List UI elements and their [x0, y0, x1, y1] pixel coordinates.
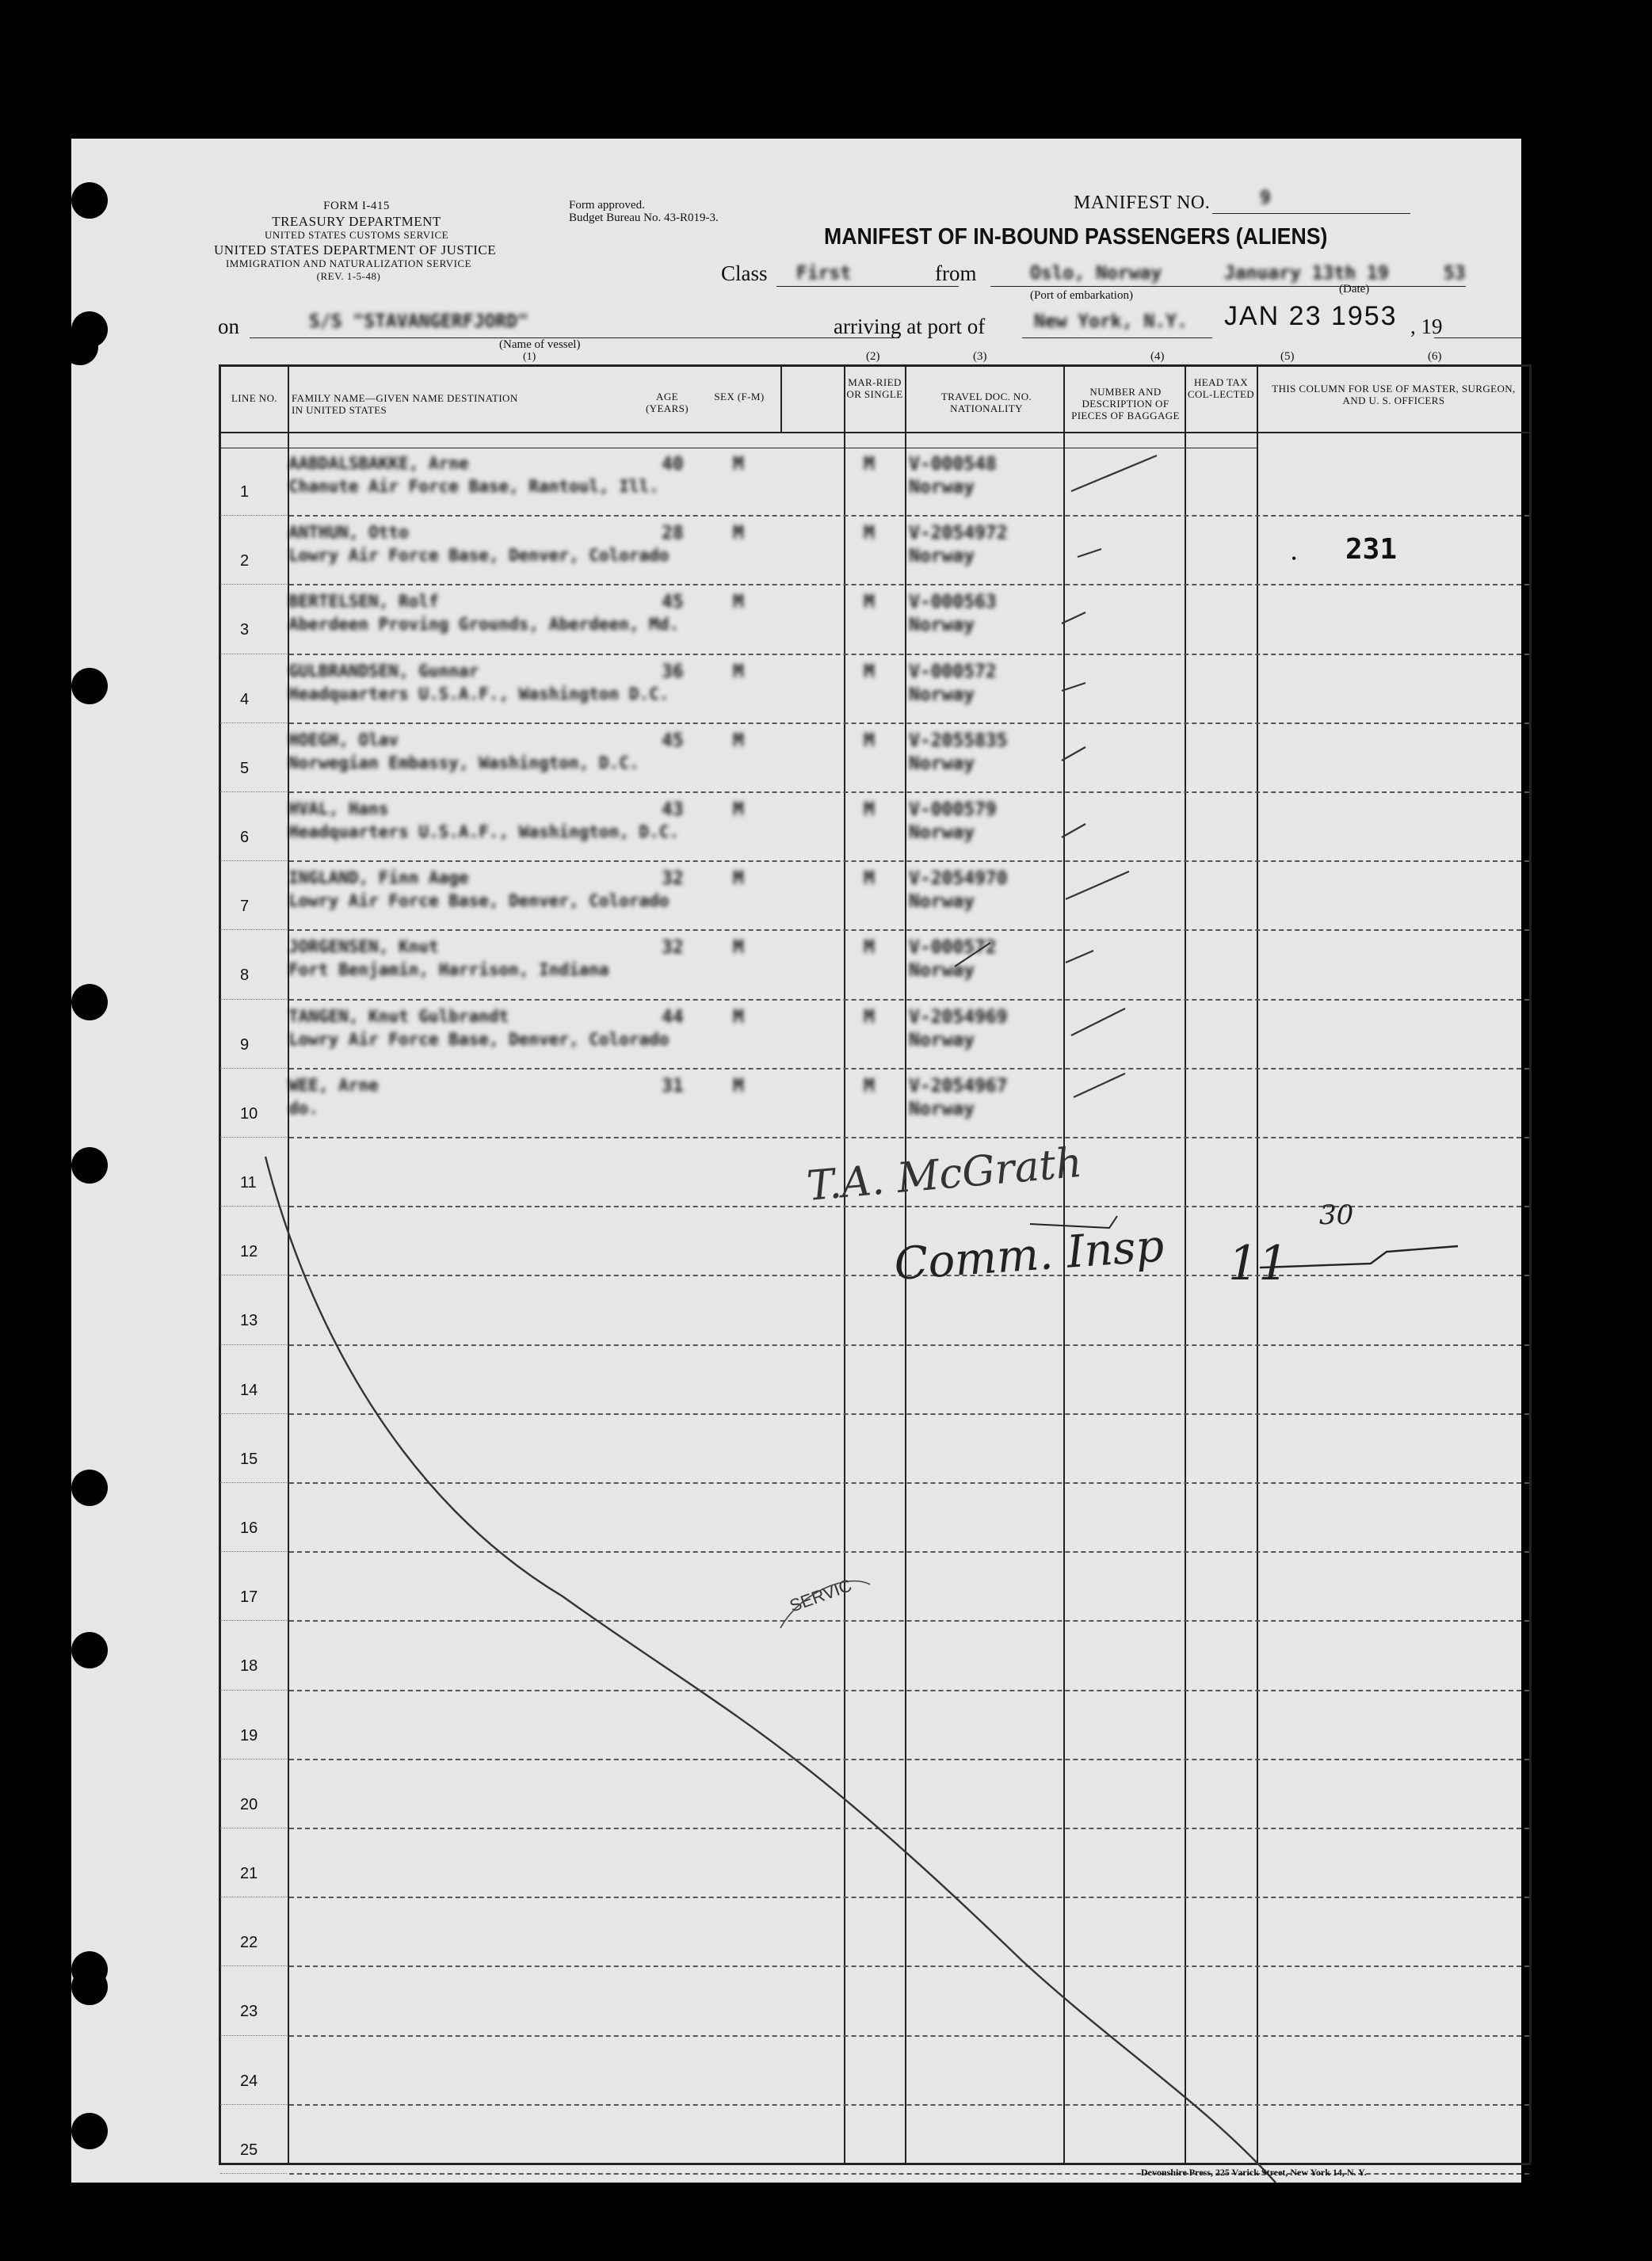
table-right-border	[1529, 364, 1532, 2163]
line-number: 12	[240, 1243, 258, 1261]
line-number: 2	[240, 552, 250, 570]
passenger-age: 31	[662, 1075, 684, 1096]
line-number: 9	[240, 1035, 250, 1054]
passenger-age: 45	[662, 592, 684, 613]
vessel-name-label: (Name of vessel)	[499, 338, 581, 351]
passenger-destination: Lowry Air Force Base, Denver, Colorado	[288, 891, 670, 911]
line-number: 5	[240, 759, 250, 777]
date-value: January 13th 19	[1224, 263, 1389, 284]
col-header-married: MAR-RIED OR SINGLE	[846, 376, 903, 400]
passenger-name: TANGEN, Knut Gulbrandt	[288, 1006, 509, 1026]
diagonal-cancel-line	[265, 1157, 1276, 2183]
budget-bureau: Budget Bureau No. 43-R019-3.	[569, 212, 719, 224]
line-number: 4	[240, 690, 250, 708]
signature-3-superscript: 30	[1319, 1199, 1354, 1231]
passenger-destination: Chanute Air Force Base, Rantoul, Ill.	[288, 477, 659, 496]
vessel-column-number: (1)	[523, 351, 536, 363]
travel-document-number: V-2054970	[909, 868, 1008, 890]
passenger-sex: M	[733, 1006, 744, 1028]
line-number: 10	[240, 1104, 258, 1123]
travel-document-number: V-2054967	[909, 1075, 1008, 1096]
line-number: 18	[240, 1657, 258, 1676]
column-number: (3)	[973, 350, 987, 363]
travel-document-number: V-000563	[909, 592, 997, 613]
on-label: on	[218, 315, 239, 338]
passenger-name: GULBRANDSEN, Gunnar	[288, 661, 479, 681]
passenger-nationality: Norway	[909, 822, 975, 843]
passenger-marital-status: M	[864, 1075, 875, 1096]
line-number: 24	[240, 2072, 258, 2090]
passenger-destination: do.	[288, 1098, 319, 1118]
travel-document-number: V-000548	[909, 454, 997, 475]
passenger-age: 44	[662, 1006, 684, 1028]
partial-stamp: SERVIC	[787, 1575, 855, 1616]
passenger-nationality: Norway	[909, 477, 975, 498]
signature-1: T.A. McGrath	[804, 1138, 1085, 1211]
col-header-travel-doc: TRAVEL DOC. NO. NATIONALITY	[940, 391, 1032, 414]
form-approved: Form approved.	[569, 199, 645, 212]
passenger-nationality: Norway	[909, 891, 975, 913]
line-number: 21	[240, 1865, 258, 1882]
passenger-age: 40	[662, 454, 684, 475]
travel-document-number: V-000572	[909, 937, 997, 959]
immigration-service: IMMIGRATION AND NATURALIZATION SERVICE	[225, 257, 472, 269]
from-label: from	[935, 261, 977, 285]
handwritten-marks	[71, 139, 1521, 2183]
page-title: MANIFEST OF IN-BOUND PASSENGERS (ALIENS)	[824, 224, 1328, 250]
passenger-nationality: Norway	[909, 615, 975, 636]
port-value: New York, N.Y.	[1034, 311, 1188, 332]
passenger-sex: M	[733, 523, 744, 544]
passenger-name: BERTELSEN, Rolf	[288, 592, 439, 612]
passenger-name: AABDALSBAKKE, Arne	[288, 454, 469, 473]
line-number: 1	[240, 483, 250, 501]
passenger-age: 32	[662, 868, 684, 890]
passenger-marital-status: M	[864, 592, 875, 613]
vessel-value: S/S "STAVANGERFJORD"	[309, 311, 528, 332]
line-number: 17	[240, 1588, 258, 1607]
line-number: 25	[240, 2141, 258, 2159]
line-number: 11	[240, 1174, 257, 1192]
col-header-officers: THIS COLUMN FOR USE OF MASTER, SURGEON, AND U. S. OFFICERS	[1272, 383, 1516, 406]
passenger-nationality: Norway	[909, 960, 975, 982]
line-number: 15	[240, 1450, 258, 1468]
passenger-name: HVAL, Hans	[288, 799, 389, 818]
passenger-nationality: Norway	[909, 546, 975, 567]
class-label: Class	[721, 261, 768, 285]
passenger-name: INGLAND, Finn Aage	[288, 868, 469, 888]
col-header-head-tax: HEAD TAX COL-LECTED	[1187, 376, 1255, 400]
baggage-checkmarks	[955, 456, 1157, 1097]
passenger-destination: Fort Benjamin, Harrison, Indiana	[288, 960, 609, 980]
line-number: 23	[240, 2003, 258, 2021]
manifest-no-value: 9	[1260, 188, 1271, 208]
column-number: (5)	[1280, 350, 1295, 363]
passenger-destination: Lowry Air Force Base, Denver, Colorado	[288, 1029, 670, 1049]
passenger-name: WEE, Arne	[288, 1075, 379, 1095]
column-number: (4)	[1150, 350, 1165, 363]
line-number: 8	[240, 967, 250, 985]
line-number: 22	[240, 1934, 258, 1952]
signature-3: 11	[1228, 1236, 1289, 1291]
line-number: 16	[240, 1519, 258, 1537]
passenger-marital-status: M	[864, 661, 875, 682]
passenger-destination: Norwegian Embassy, Washington, D.C.	[288, 753, 639, 772]
officer-mark: •	[1291, 551, 1297, 566]
column-number: (2)	[866, 350, 880, 363]
arrival-date-stamp: JAN 23 1953	[1224, 301, 1398, 331]
port-of-embarkation-label: (Port of embarkation)	[1030, 289, 1133, 302]
col-header-sex: SEX (F-M)	[714, 391, 765, 402]
manifest-page	[71, 139, 1521, 2183]
passenger-age: 43	[662, 799, 684, 820]
passenger-nationality: Norway	[909, 1029, 975, 1050]
line-number: 20	[240, 1795, 258, 1813]
line-number: 7	[240, 898, 250, 916]
passenger-sex: M	[733, 799, 744, 820]
date-label: (Date)	[1339, 283, 1370, 295]
passenger-nationality: Norway	[909, 1098, 975, 1119]
from-value: Oslo, Norway	[1030, 263, 1162, 284]
passenger-nationality: Norway	[909, 684, 975, 705]
year-suffix: , 19	[1410, 315, 1443, 338]
passenger-marital-status: M	[864, 799, 875, 820]
department-of-justice: UNITED STATES DEPARTMENT OF JUSTICE	[214, 242, 497, 257]
passenger-destination: Lowry Air Force Base, Denver, Colorado	[288, 546, 670, 566]
passenger-name: ANTHUN, Otto	[288, 523, 409, 543]
year-value: 53	[1444, 263, 1466, 284]
passenger-destination: Aberdeen Proving Grounds, Aberdeen, Md.	[288, 615, 680, 635]
passenger-destination: Headquarters U.S.A.F., Washington, D.C.	[288, 822, 680, 841]
line-number: 3	[240, 621, 250, 639]
line-number: 6	[240, 829, 250, 846]
passenger-age: 45	[662, 730, 684, 751]
signature-2: Comm. Insp	[892, 1220, 1166, 1291]
passenger-marital-status: M	[864, 1006, 875, 1028]
printer-imprint: Devonshire Press, 225 Varick Street, New York 14, N. Y.	[1141, 2167, 1367, 2178]
passenger-destination: Headquarters U.S.A.F., Washington D.C.	[288, 684, 670, 703]
travel-document-number: V-2055835	[909, 730, 1008, 751]
customs-service: UNITED STATES CUSTOMS SERVICE	[264, 229, 449, 241]
travel-document-number: V-000579	[909, 799, 997, 820]
travel-document-number: V-000572	[909, 661, 997, 682]
passenger-sex: M	[733, 730, 744, 751]
passenger-sex: M	[733, 592, 744, 613]
passenger-nationality: Norway	[909, 753, 975, 774]
treasury-department: TREASURY DEPARTMENT	[272, 214, 441, 229]
passenger-marital-status: M	[864, 937, 875, 959]
travel-document-number: V-2054969	[909, 1006, 1008, 1028]
hand-signatures	[780, 1139, 1458, 1628]
travel-document-number: V-2054972	[909, 523, 1008, 544]
form-revision: (REV. 1-5-48)	[316, 270, 381, 282]
column-number: (6)	[1428, 350, 1442, 363]
passenger-age: 36	[662, 661, 684, 682]
form-number: FORM I-415	[323, 200, 390, 212]
passenger-marital-status: M	[864, 868, 875, 890]
col-header-baggage: NUMBER AND DESCRIPTION OF PIECES OF BAGGAGE	[1071, 386, 1180, 421]
passenger-name: JORGENSEN, Knut	[288, 937, 439, 957]
col-header-name: FAMILY NAME—GIVEN NAME DESTINATION IN UNITED STATES	[292, 392, 518, 416]
passenger-marital-status: M	[864, 523, 875, 544]
passenger-sex: M	[733, 1075, 744, 1096]
arriving-label: arriving at port of	[834, 315, 986, 338]
passenger-marital-status: M	[864, 454, 875, 475]
col-header-line-no: LINE NO.	[231, 392, 278, 404]
passenger-sex: M	[733, 868, 744, 890]
class-value: First	[796, 263, 852, 284]
line-number: 19	[240, 1726, 258, 1744]
manifest-no-label: MANIFEST NO.	[1074, 193, 1211, 213]
passenger-sex: M	[733, 937, 744, 959]
passenger-sex: M	[733, 661, 744, 682]
passenger-age: 28	[662, 523, 684, 544]
passenger-name: HOEGH, Olav	[288, 730, 399, 749]
officer-number: 231	[1345, 533, 1398, 566]
passenger-age: 32	[662, 937, 684, 959]
passenger-sex: M	[733, 454, 744, 475]
line-number: 14	[240, 1381, 258, 1399]
col-header-age: AGE (YEARS)	[645, 391, 689, 414]
passenger-marital-status: M	[864, 730, 875, 751]
line-number: 13	[240, 1312, 258, 1330]
